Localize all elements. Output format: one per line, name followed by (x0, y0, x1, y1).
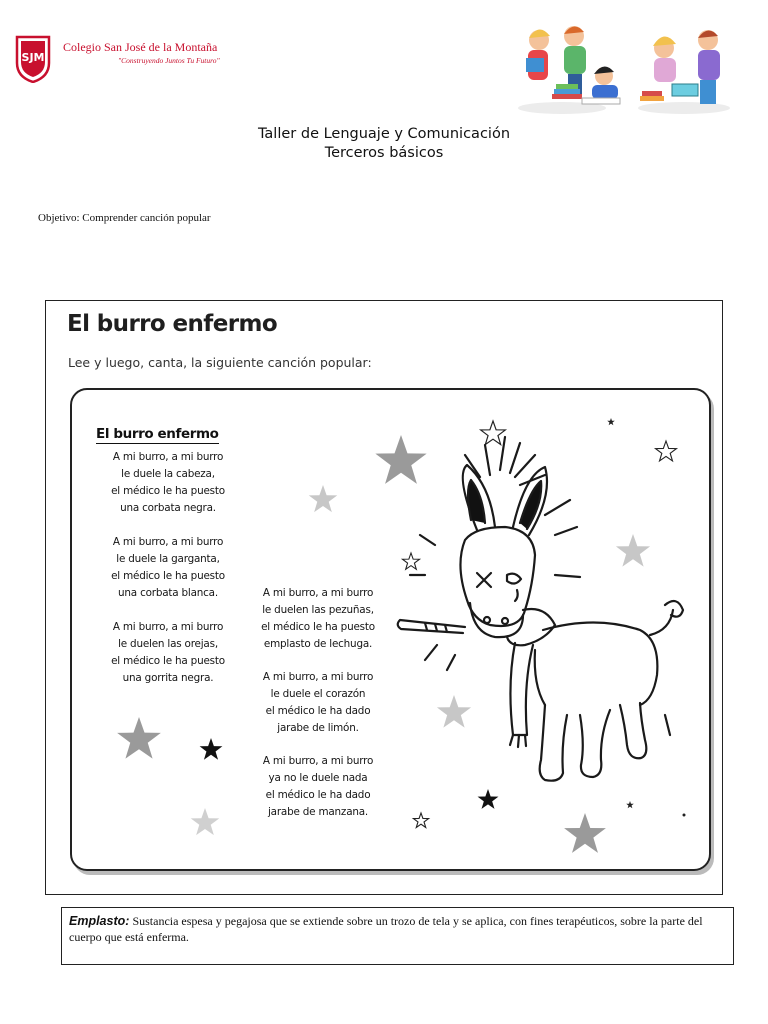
children-reading-illustration (512, 18, 734, 118)
song-verse: A mi burro, a mi burro le duele la garganta, el médico le ha puesto una corbata blanca. (111, 536, 225, 599)
school-motto: "Construyendo Juntos Tu Futuro" (118, 56, 220, 65)
song-verse: A mi burro, a mi burro le duele el corazón el médico le ha dado jarabe de limón. (262, 671, 374, 734)
workshop-title: Taller de Lenguaje y Comunicación (257, 126, 511, 142)
grade-subtitle: Terceros básicos (324, 145, 444, 161)
school-name: Colegio San José de la Montaña (63, 40, 218, 54)
donkey-illustration (395, 415, 695, 795)
definition-term: Emplasto: (69, 914, 130, 928)
song-verse: A mi burro, a mi burro ya no le duele nada el médico le ha dado jarabe de manzana. (262, 755, 374, 818)
song-title: El burro enfermo (96, 426, 219, 442)
logo-text: SJM (21, 51, 45, 64)
song-verse: A mi burro, a mi burro le duelen las pezuñas, el médico le ha puesto emplasto de lechuga. (261, 587, 375, 650)
song-verse: A mi burro, a mi burro le duelen las orejas, el médico le ha puesto una gorrita negra. (111, 621, 225, 684)
song-verse: A mi burro, a mi burro le duele la cabeza, el médico le ha puesto una corbata negra. (111, 451, 225, 514)
worksheet-instruction: Lee y luego, canta, la siguiente canción popular: (68, 355, 372, 370)
objective-text: Objetivo: Comprender canción popular (38, 212, 211, 224)
school-logo (14, 33, 52, 83)
definition-text: Sustancia espesa y pegajosa que se extiende sobre un trozo de tela y se aplica, con fines terapéuticos, sobre la parte del cuerpo que está enferma. (69, 914, 703, 944)
worksheet-title: El burro enfermo (67, 311, 278, 337)
definition-box (61, 907, 734, 965)
